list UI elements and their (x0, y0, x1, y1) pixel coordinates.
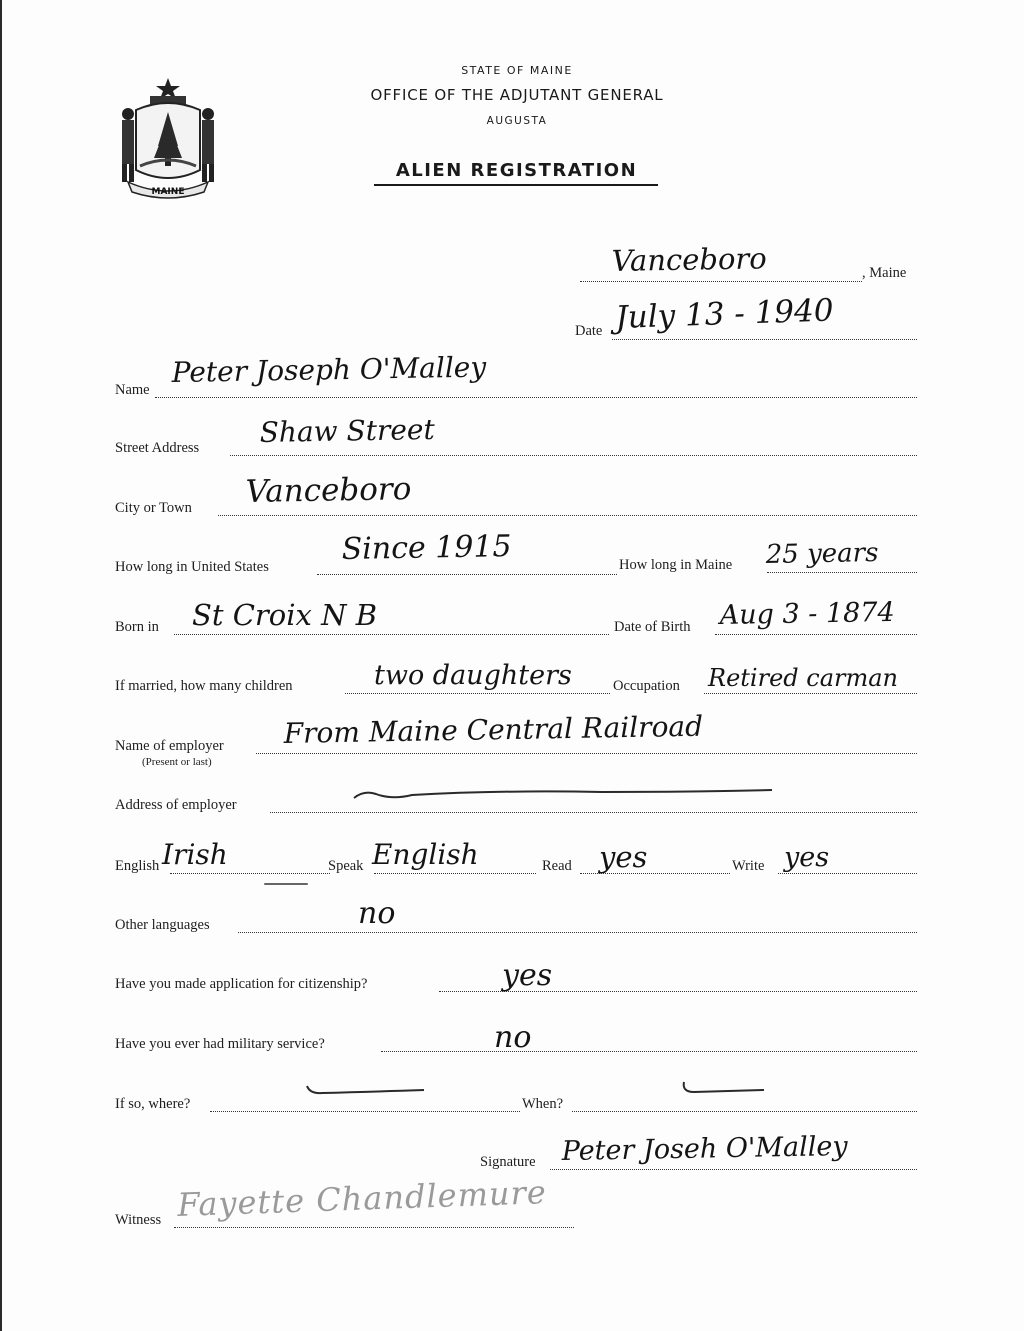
military-line (381, 1051, 917, 1052)
where-label: If so, where? (115, 1096, 191, 1112)
how-long-us-label: How long in United States (115, 559, 269, 575)
name-line (155, 397, 917, 398)
city-heading: AUGUSTA (486, 115, 548, 127)
city-value: Vanceboro (245, 471, 412, 510)
occupation-label: Occupation (613, 678, 680, 694)
citizenship-value: yes (502, 958, 553, 993)
english-line (170, 873, 330, 874)
military-label: Have you ever had military service? (115, 1036, 325, 1052)
city-line (218, 515, 917, 516)
born-in-label: Born in (115, 619, 159, 635)
citizenship-label: Have you made application for citizenship? (115, 976, 368, 992)
employer-line (256, 753, 917, 754)
witness-label: Witness (115, 1212, 162, 1228)
date-of-birth-value: Aug 3 - 1874 (719, 596, 895, 631)
employer-address-dash (352, 784, 782, 806)
employer-label: Name of employer (115, 738, 224, 754)
witness-value: Fayette Chandlemure (176, 1173, 548, 1224)
where-dash (304, 1080, 434, 1100)
signature-value: Peter Joseh O'Malley (561, 1131, 848, 1167)
write-line (778, 873, 917, 874)
read-value: yes (599, 840, 648, 874)
speak-line (374, 873, 536, 874)
other-languages-label: Other languages (115, 917, 210, 933)
street-value: Shaw Street (259, 412, 435, 449)
city-label: City or Town (115, 500, 192, 516)
place-value: Vanceboro (611, 241, 767, 278)
how-long-us-line (317, 574, 617, 575)
children-label: If married, how many children (115, 678, 293, 694)
name-value: Peter Joseph O'Malley (171, 350, 487, 389)
speak-label: Speak (328, 858, 364, 874)
how-long-maine-line (767, 572, 917, 573)
date-line (612, 339, 917, 340)
english-dash-mark (264, 883, 308, 885)
other-languages-line (238, 932, 917, 933)
employer-sublabel: (Present or last) (142, 756, 212, 768)
write-value: yes (784, 842, 830, 873)
children-line (345, 693, 610, 694)
maine-state-seal (114, 74, 222, 200)
when-line (572, 1111, 917, 1112)
how-long-maine-value: 25 years (765, 538, 879, 570)
children-value: two daughters (374, 660, 572, 691)
when-dash (678, 1080, 768, 1100)
speak-value: English (372, 838, 479, 871)
employer-address-label: Address of employer (115, 797, 237, 813)
born-in-value: St Croix N B (192, 598, 378, 632)
signature-label: Signature (480, 1154, 536, 1170)
place-line (580, 281, 862, 282)
street-line (230, 455, 917, 456)
occupation-value: Retired carman (708, 664, 899, 692)
date-label: Date (575, 323, 603, 339)
when-label: When? (522, 1096, 564, 1112)
occupation-line (704, 693, 917, 694)
read-label: Read (542, 858, 572, 874)
signature-line (550, 1169, 917, 1170)
date-of-birth-label: Date of Birth (614, 619, 691, 635)
where-line (210, 1111, 520, 1112)
title-underline (374, 184, 658, 186)
form-title: ALIEN REGISTRATION (395, 160, 638, 181)
date-of-birth-line (715, 634, 917, 635)
other-languages-value: no (358, 896, 396, 931)
street-label: Street Address (115, 440, 200, 456)
witness-line (174, 1227, 574, 1228)
military-value: no (494, 1020, 532, 1055)
english-label: English (115, 858, 160, 874)
how-long-maine-label: How long in Maine (619, 557, 733, 573)
place-suffix: , Maine (862, 265, 907, 281)
employer-address-line (270, 812, 917, 813)
employer-value: From Maine Central Railroad (283, 709, 704, 750)
how-long-us-value: Since 1915 (341, 529, 512, 567)
english-value: Irish (162, 838, 228, 871)
born-in-line (174, 634, 609, 635)
date-value: July 13 - 1940 (614, 292, 835, 336)
name-label: Name (115, 382, 150, 398)
svg-text:MAINE: MAINE (151, 187, 185, 197)
write-label: Write (732, 858, 765, 874)
office-heading: OFFICE OF THE ADJUTANT GENERAL (370, 86, 664, 104)
state-heading: STATE OF MAINE (461, 64, 573, 77)
